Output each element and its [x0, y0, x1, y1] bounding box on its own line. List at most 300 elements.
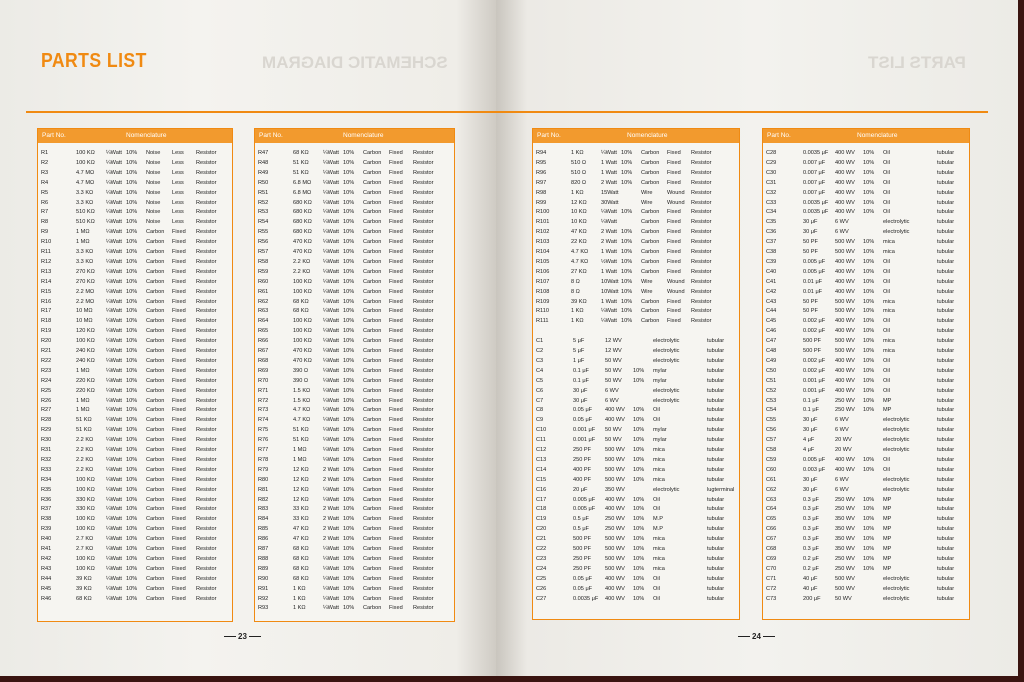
cell-part-number: R36 [41, 496, 52, 503]
cell-value: 510 Ω [571, 169, 587, 176]
table-row [255, 387, 454, 397]
cell-subtype: Fixed [172, 585, 186, 592]
cell-type: electrolytic [883, 219, 910, 226]
cell-subtype: Fixed [172, 397, 186, 404]
cell-kind: tubular [937, 298, 955, 305]
table-row [38, 317, 232, 327]
cell-type: electrolytic [883, 447, 910, 453]
cell-part-number: C24 [536, 565, 547, 572]
cell-kind: Resistor [691, 159, 712, 166]
cell-part-number: R103 [536, 239, 550, 246]
cell-kind: tubular [707, 546, 725, 552]
cell-part-number: R21 [41, 348, 52, 354]
cell-kind: Resistor [196, 456, 217, 463]
col-nomenclature: Nomenclature [343, 132, 384, 139]
cell-tolerance: 10% [343, 150, 355, 156]
cell-kind: Resistor [691, 189, 712, 196]
table-row [255, 535, 454, 545]
table-row [255, 545, 454, 555]
cell-kind: tubular [707, 476, 725, 483]
cell-type: Oil [883, 328, 890, 335]
col-nomenclature: Nomenclature [857, 132, 898, 139]
cell-type: Carbon [363, 486, 382, 493]
cell-rating: ¼Watt [323, 209, 339, 216]
cell-kind: Resistor [413, 278, 434, 285]
cell-subtype: Fixed [667, 298, 681, 305]
cell-type: Carbon [641, 159, 660, 166]
cell-kind: Resistor [196, 536, 217, 543]
cell-type: Oil [883, 466, 890, 473]
cell-type: Noise [146, 199, 161, 206]
cell-value: 100 KΩ [76, 150, 95, 156]
cell-kind: Resistor [196, 169, 217, 176]
cell-value: 470 KΩ [293, 239, 312, 246]
cell-type: mica [653, 476, 665, 483]
cell-value: 0.001 μF [573, 427, 596, 434]
cell-subtype: Fixed [389, 308, 403, 315]
cell-rating: 20 WV [835, 437, 852, 444]
cell-kind: Resistor [691, 258, 712, 265]
table-row [255, 238, 454, 248]
cell-rating: 500 WV [835, 575, 855, 582]
cell-part-number: R37 [41, 506, 52, 513]
cell-rating: 12 WV [605, 348, 622, 354]
cell-value: 220 KΩ [76, 377, 95, 384]
cell-rating: 500 WV [835, 249, 855, 255]
cell-rating: 350 WV [835, 516, 855, 523]
cell-type: Oil [883, 150, 890, 156]
cell-part-number: C36 [766, 229, 777, 236]
cell-kind: tubular [937, 575, 955, 582]
cell-tolerance: 10% [343, 159, 355, 166]
cell-rating: ¼Watt [106, 209, 122, 216]
cell-kind: tubular [937, 189, 955, 196]
cell-rating: ¼Watt [106, 308, 122, 315]
cell-kind: tubular [937, 476, 955, 483]
cell-kind: tubular [707, 447, 725, 453]
cell-tolerance: 10% [633, 437, 645, 444]
cell-type: Oil [883, 268, 890, 275]
cell-subtype: Fixed [172, 536, 186, 543]
cell-kind: tubular [937, 169, 955, 176]
cell-rating: 1 Watt [601, 159, 617, 166]
col-part-no: Part No. [42, 132, 66, 139]
cell-part-number: R90 [258, 575, 269, 582]
cell-value: 100 KΩ [293, 328, 312, 335]
table-header [38, 129, 232, 143]
cell-subtype: Fixed [389, 536, 403, 543]
cell-type: Carbon [363, 585, 382, 592]
cell-type: mica [653, 565, 665, 572]
cell-value: 0.3 μF [803, 526, 819, 533]
cell-part-number: R20 [41, 338, 52, 345]
table-row [533, 258, 739, 268]
cell-kind: tubular [707, 555, 725, 562]
cell-type: Carbon [363, 476, 382, 483]
cell-rating: 250 WV [835, 407, 855, 414]
cell-value: 2.2 KΩ [76, 466, 94, 473]
cell-kind: Resistor [196, 278, 217, 285]
cell-tolerance: 10% [126, 199, 138, 206]
cell-tolerance: 10% [343, 268, 355, 275]
cell-kind: Resistor [413, 150, 434, 156]
cell-tolerance: 10% [863, 338, 875, 345]
table-row [763, 367, 969, 377]
cell-type: Noise [146, 159, 161, 166]
cell-subtype: Fixed [389, 377, 403, 384]
cell-rating: 1 Watt [601, 298, 617, 305]
cell-value: 4.7 KΩ [293, 407, 311, 414]
cell-tolerance: 10% [343, 258, 355, 265]
cell-part-number: R40 [41, 536, 52, 543]
cell-value: 390 Ω [293, 377, 309, 384]
cell-value: 220 KΩ [76, 387, 95, 394]
table-row [38, 307, 232, 317]
cell-kind: Resistor [196, 496, 217, 503]
cell-kind: Resistor [691, 278, 712, 285]
cell-kind: Resistor [196, 219, 217, 226]
table-row [38, 367, 232, 377]
cell-kind: Resistor [413, 506, 434, 513]
cell-type: Carbon [146, 565, 165, 572]
table-row [38, 595, 232, 605]
cell-value: 0.007 μF [803, 189, 826, 196]
cell-kind: Resistor [196, 318, 217, 325]
cell-part-number: R32 [41, 456, 52, 463]
cell-tolerance: 10% [343, 536, 355, 543]
cell-tolerance: 10% [126, 377, 138, 384]
table-row [533, 208, 739, 218]
cell-tolerance: 10% [126, 209, 138, 216]
cell-part-number: R87 [258, 546, 269, 552]
cell-kind: Resistor [413, 417, 434, 424]
cell-part-number: R95 [536, 159, 547, 166]
cell-type: Carbon [146, 555, 165, 562]
cell-kind: Resistor [413, 209, 434, 216]
cell-rating: ¼Watt [106, 456, 122, 463]
table-row [255, 149, 454, 159]
cell-rating: ¼Watt [106, 565, 122, 572]
cell-value: 68 KΩ [293, 308, 309, 315]
cell-part-number: R30 [41, 437, 52, 444]
cell-type: Carbon [146, 466, 165, 473]
cell-kind: tubular [937, 536, 955, 543]
cell-value: 400 PF [573, 466, 592, 473]
cell-tolerance: 10% [126, 367, 138, 374]
cell-rating: 2 Watt [323, 526, 339, 533]
cell-type: Carbon [363, 169, 382, 176]
cell-tolerance: 10% [863, 565, 875, 572]
cell-tolerance: 10% [343, 585, 355, 592]
cell-tolerance: 10% [863, 377, 875, 384]
cell-tolerance: 10% [126, 466, 138, 473]
cell-part-number: R58 [258, 258, 269, 265]
header-rule [26, 111, 496, 113]
cell-value: 2.2 KΩ [76, 437, 94, 444]
cell-value: 1 μF [573, 357, 585, 364]
cell-rating: ¼Watt [323, 298, 339, 305]
cell-part-number: R91 [258, 585, 269, 592]
cell-kind: Resistor [196, 595, 217, 602]
cell-kind: Resistor [413, 536, 434, 543]
cell-value: 0.001 μF [573, 437, 596, 444]
cell-rating: ¼Watt [323, 437, 339, 444]
cell-tolerance: 10% [343, 605, 355, 612]
cell-subtype: Fixed [389, 169, 403, 176]
cell-rating: ¼Watt [323, 239, 339, 246]
cell-part-number: R75 [258, 427, 269, 434]
cell-kind: Resistor [413, 357, 434, 364]
cell-subtype: Fixed [667, 258, 681, 265]
table-row [38, 446, 232, 456]
cell-value: 0.1 μF [573, 367, 589, 374]
cell-value: 0.002 μF [803, 328, 826, 335]
cell-kind: Resistor [691, 249, 712, 255]
table-row [763, 575, 969, 585]
cell-part-number: C71 [766, 575, 777, 582]
cell-tolerance: 10% [633, 516, 645, 523]
cell-value: 30 μF [573, 387, 588, 394]
cell-part-number: C37 [766, 239, 777, 246]
cell-subtype: Fixed [667, 219, 681, 226]
cell-part-number: R50 [258, 179, 269, 186]
cell-rating: ¼Watt [323, 447, 339, 453]
cell-part-number: R9 [41, 229, 49, 236]
cell-kind: Resistor [196, 308, 217, 315]
table-row [38, 505, 232, 515]
cell-part-number: R80 [258, 476, 269, 483]
cell-part-number: R39 [41, 526, 52, 533]
cell-rating: 6 WV [605, 387, 619, 394]
cell-part-number: C44 [766, 308, 777, 315]
cell-rating: 500 WV [605, 476, 625, 483]
cell-part-number: R63 [258, 308, 269, 315]
cell-tolerance: 10% [863, 348, 875, 354]
table-row [533, 545, 739, 555]
cell-subtype: Fixed [389, 348, 403, 354]
table-row [38, 555, 232, 565]
table-row [255, 179, 454, 189]
table-row [763, 387, 969, 397]
cell-value: 510 KΩ [76, 209, 95, 216]
cell-kind: Resistor [196, 239, 217, 246]
cell-kind: tubular [937, 258, 955, 265]
cell-part-number: R98 [536, 189, 547, 196]
cell-part-number: R42 [41, 555, 52, 562]
cell-part-number: R56 [258, 239, 269, 246]
bleed-through-text: PARTS LIST [868, 53, 966, 72]
cell-tolerance: 10% [633, 427, 645, 434]
table-row [38, 228, 232, 238]
cell-value: 330 KΩ [76, 506, 95, 513]
cell-type: Carbon [363, 387, 382, 394]
cell-value: 1 MΩ [76, 397, 90, 404]
cell-part-number: R73 [258, 407, 269, 414]
cell-type: Carbon [146, 595, 165, 602]
cell-part-number: C27 [536, 595, 547, 602]
cell-subtype: Fixed [389, 387, 403, 394]
cell-rating: ¼Watt [106, 516, 122, 523]
cell-rating: ¼Watt [323, 357, 339, 364]
table-row [533, 436, 739, 446]
cell-tolerance: 10% [126, 486, 138, 493]
cell-kind: tubular [937, 199, 955, 206]
cell-rating: ¼Watt [106, 447, 122, 453]
table-row [533, 397, 739, 407]
cell-part-number: C14 [536, 466, 547, 473]
cell-subtype: Fixed [667, 209, 681, 216]
table-row [38, 585, 232, 595]
table-row [255, 317, 454, 327]
cell-type: Wire [641, 278, 653, 285]
cell-kind: Resistor [691, 169, 712, 176]
table-row [255, 307, 454, 317]
cell-type: Carbon [363, 357, 382, 364]
cell-type: Carbon [363, 427, 382, 434]
cell-rating: 50 WV [605, 367, 622, 374]
cell-part-number: R84 [258, 516, 269, 523]
cell-rating: ¼Watt [323, 555, 339, 562]
table-row [533, 406, 739, 416]
cell-value: 5 μF [573, 348, 585, 354]
cell-kind: tubular [937, 516, 955, 523]
cell-rating: 50 WV [605, 437, 622, 444]
table-row [763, 426, 969, 436]
cell-rating: ¼Watt [323, 159, 339, 166]
cell-kind: tubular [937, 506, 955, 513]
cell-type: MP [883, 555, 892, 562]
cell-rating: 6 WV [835, 417, 849, 424]
table-row [533, 476, 739, 486]
cell-kind: Resistor [196, 555, 217, 562]
cell-rating: 350 WV [605, 486, 625, 493]
cell-part-number: C70 [766, 565, 777, 572]
cell-kind: Resistor [196, 486, 217, 493]
cell-type: Oil [883, 209, 890, 216]
cell-kind: tubular [937, 179, 955, 186]
cell-subtype: Wound [667, 278, 685, 285]
cell-part-number: C67 [766, 536, 777, 543]
cell-subtype: Fixed [172, 308, 186, 315]
table-row [533, 416, 739, 426]
cell-type: Oil [653, 585, 660, 592]
cell-subtype: Fixed [667, 268, 681, 275]
cell-value: 1 MΩ [76, 239, 90, 246]
table-row [763, 248, 969, 258]
cell-kind: tubular [937, 447, 955, 453]
cell-rating: ¼Watt [106, 555, 122, 562]
cell-kind: tubular [937, 357, 955, 364]
cell-type: Carbon [146, 526, 165, 533]
col-part-no: Part No. [537, 132, 561, 139]
cell-kind: Resistor [196, 575, 217, 582]
cell-tolerance: 10% [343, 288, 355, 295]
table-row [763, 535, 969, 545]
cell-tolerance: 10% [633, 565, 645, 572]
cell-value: 2.7 KΩ [76, 536, 94, 543]
cell-subtype: Fixed [389, 516, 403, 523]
cell-rating: ¼Watt [323, 288, 339, 295]
table-row [255, 169, 454, 179]
cell-part-number: R106 [536, 268, 550, 275]
cell-kind: Resistor [196, 150, 217, 156]
cell-value: 68 KΩ [293, 555, 309, 562]
cell-part-number: C62 [766, 486, 777, 493]
cell-part-number: C51 [766, 377, 777, 384]
cell-part-number: C31 [766, 179, 777, 186]
cell-tolerance: 10% [343, 199, 355, 206]
cell-kind: Resistor [413, 169, 434, 176]
cell-part-number: R89 [258, 565, 269, 572]
cell-kind: Resistor [196, 249, 217, 255]
table-row [38, 218, 232, 228]
cell-rating: ¼Watt [323, 417, 339, 424]
cell-part-number: C12 [536, 447, 547, 453]
cell-rating: 400 WV [835, 377, 855, 384]
cell-type: Oil [883, 199, 890, 206]
cell-kind: Resistor [196, 229, 217, 236]
cell-part-number: R25 [41, 387, 52, 394]
cell-part-number: R85 [258, 526, 269, 533]
table-row [533, 228, 739, 238]
cell-kind: tubular [937, 466, 955, 473]
cell-rating: ¼Watt [106, 476, 122, 483]
cell-subtype: Fixed [667, 150, 681, 156]
cell-type: Carbon [363, 258, 382, 265]
cell-value: 68 KΩ [293, 546, 309, 552]
table-row [255, 377, 454, 387]
cell-type: electrolytic [883, 427, 910, 434]
cell-subtype: Fixed [667, 239, 681, 246]
cell-type: Carbon [363, 565, 382, 572]
cell-kind: Resistor [196, 506, 217, 513]
cell-rating: 1 Watt [601, 268, 617, 275]
cell-kind: Resistor [413, 328, 434, 335]
parts-table [532, 128, 740, 620]
table-row [763, 337, 969, 347]
cell-value: 0.0035 μF [803, 209, 829, 216]
cell-rating: 400 WV [605, 575, 625, 582]
cell-tolerance: 10% [343, 397, 355, 404]
cell-tolerance: 10% [343, 209, 355, 216]
table-row [255, 337, 454, 347]
table-row [763, 466, 969, 476]
table-row [533, 149, 739, 159]
cell-value: 12 KΩ [293, 466, 309, 473]
cell-kind: tubular [937, 496, 955, 503]
cell-subtype: Fixed [172, 555, 186, 562]
cell-kind: Resistor [196, 189, 217, 196]
cell-rating: ¼Watt [323, 229, 339, 236]
cell-subtype: Fixed [389, 318, 403, 325]
cell-rating: 50 WV [605, 427, 622, 434]
cell-type: Carbon [641, 308, 660, 315]
cell-type: Carbon [363, 555, 382, 562]
cell-type: Carbon [146, 268, 165, 275]
cell-subtype: Fixed [172, 249, 186, 255]
cell-rating: ¼Watt [601, 318, 617, 325]
table-row [763, 416, 969, 426]
cell-type: Carbon [146, 496, 165, 503]
cell-rating: 50 WV [605, 357, 622, 364]
cell-value: 100 KΩ [76, 486, 95, 493]
cell-type: mica [653, 447, 665, 453]
cell-type: Carbon [363, 199, 382, 206]
cell-kind: tubular [707, 397, 725, 404]
cell-rating: 250 WV [835, 506, 855, 513]
cell-value: 100 KΩ [293, 318, 312, 325]
cell-value: 30 μF [803, 417, 818, 424]
